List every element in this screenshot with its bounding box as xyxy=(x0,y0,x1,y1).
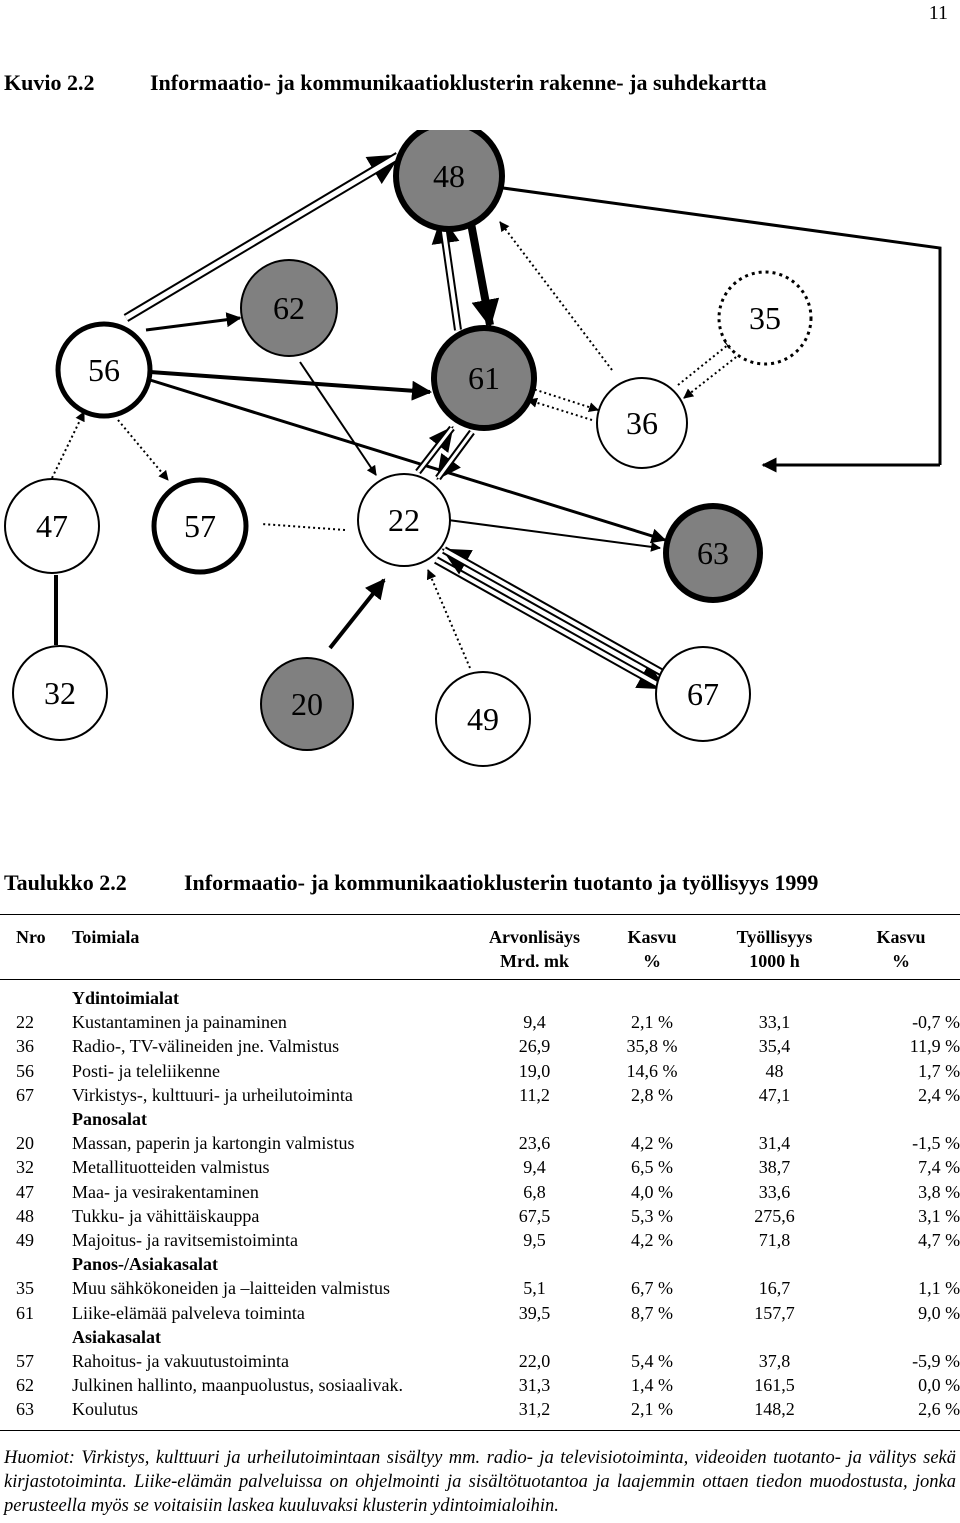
cell-arvonlisays: 26,9 xyxy=(518,1036,551,1057)
node-47 xyxy=(5,479,99,573)
node-61 xyxy=(434,328,534,428)
cell-nro: 49 xyxy=(16,1230,34,1251)
cell-nro: 22 xyxy=(16,1012,34,1033)
edge-56-61 xyxy=(150,372,430,392)
edge-20-22 xyxy=(330,580,384,648)
svg-text:56: 56 xyxy=(88,352,120,388)
svg-text:20: 20 xyxy=(291,686,323,722)
cell-nro: 67 xyxy=(16,1084,34,1105)
edge-22-61 xyxy=(418,428,472,478)
table-row xyxy=(0,1204,960,1228)
cell-name: Julkinen hallinto, maanpuolustus, sosiaalivak. xyxy=(72,1375,403,1396)
cell-tyollisyys: 275,6 xyxy=(754,1205,795,1226)
node-56 xyxy=(58,324,150,416)
cell-kasvu2: 11,9 % xyxy=(909,1036,960,1057)
cell-kasvu2: -5,9 % xyxy=(912,1351,960,1372)
table-body xyxy=(0,986,960,1422)
cell-tyollisyys: 31,4 xyxy=(758,1133,791,1154)
cell-kasvu2: 3,8 % xyxy=(918,1181,960,1202)
cell-kasvu2: 1,7 % xyxy=(918,1060,960,1081)
cell-tyollisyys: 16,7 xyxy=(758,1278,791,1299)
table-notes: Huomiot: Virkistys, kulttuuri ja urheilutoimintaan sisältyy mm. radio- ja televisiotoiminta, videoiden tuotanto- ja välitys sekä kirjastotoiminta. Liike-elämän palveluissa on ohjelmointi ja sisältötuotantoa ja laajemmin ottaen tiedon muodostusta, jonka perusteella myös se voitaisiin laskea kuuluvaksi klusterin ydintoimialoihin. xyxy=(4,1448,956,1516)
cell-arvonlisays: 5,1 xyxy=(523,1278,546,1299)
figure-label: Kuvio 2.2 xyxy=(4,70,95,95)
node-20 xyxy=(261,658,353,750)
cell-nro: 20 xyxy=(16,1133,34,1154)
table-row xyxy=(0,1349,960,1373)
cell-name: Posti- ja teleliikenne xyxy=(72,1060,220,1081)
table-header-rule xyxy=(0,979,960,980)
cell-tyollisyys: 33,1 xyxy=(758,1012,791,1033)
table-row xyxy=(0,1301,960,1325)
col-arvonlisays: Arvonlisäys xyxy=(488,927,580,947)
table-row xyxy=(0,1180,960,1204)
cell-arvonlisays: 19,0 xyxy=(518,1060,551,1081)
cell-tyollisyys: 35,4 xyxy=(758,1036,791,1057)
node-22 xyxy=(358,474,450,566)
cell-nro: 47 xyxy=(16,1181,34,1202)
col-kasvu1-unit: % xyxy=(643,951,661,971)
edge-56-57 xyxy=(118,420,168,480)
table-caption xyxy=(4,870,818,896)
table-row xyxy=(0,1228,960,1252)
edge-36-35 xyxy=(678,340,734,385)
table-label: Taulukko 2.2 xyxy=(4,870,127,895)
section-row xyxy=(0,1107,960,1131)
svg-text:67: 67 xyxy=(687,676,719,712)
cell-tyollisyys: 47,1 xyxy=(758,1084,791,1105)
nodes xyxy=(5,130,811,766)
node-62 xyxy=(241,260,337,356)
cell-kasvu1: 4,2 % xyxy=(631,1230,673,1251)
edge-56-62 xyxy=(146,318,240,330)
table-row xyxy=(0,1373,960,1397)
col-kasvu2-unit: % xyxy=(892,951,910,971)
table-row xyxy=(0,1276,960,1300)
section-row xyxy=(0,1252,960,1276)
col-kasvu1: Kasvu xyxy=(627,927,677,947)
col-kasvu2: Kasvu xyxy=(876,927,926,947)
cell-name: Radio-, TV-välineiden jne. Valmistus xyxy=(72,1036,340,1057)
cell-name: Metallituotteiden valmistus xyxy=(72,1157,270,1178)
cell-kasvu2: 2,6 % xyxy=(918,1399,960,1420)
svg-text:61: 61 xyxy=(468,360,500,396)
svg-text:63: 63 xyxy=(697,535,729,571)
svg-text:36: 36 xyxy=(626,405,658,441)
cell-name: Tukku- ja vähittäiskauppa xyxy=(72,1205,260,1226)
node-35 xyxy=(719,272,811,364)
cell-name: Maa- ja vesirakentaminen xyxy=(72,1181,259,1202)
cell-tyollisyys: 48 xyxy=(765,1060,784,1081)
cell-name: Massan, paperin ja kartongin valmistus xyxy=(72,1133,355,1154)
cell-arvonlisays: 9,4 xyxy=(523,1157,546,1178)
cell-arvonlisays: 31,2 xyxy=(518,1399,551,1420)
section-row xyxy=(0,986,960,1010)
node-48 xyxy=(396,130,502,229)
header-row-2 xyxy=(0,949,960,973)
cell-kasvu1: 1,4 % xyxy=(631,1375,673,1396)
section-title: Asiakasalat xyxy=(72,1326,162,1347)
cell-tyollisyys: 71,8 xyxy=(758,1230,791,1251)
cell-kasvu2: 0,0 % xyxy=(918,1375,960,1396)
col-nro: Nro xyxy=(16,927,46,947)
cell-kasvu2: -0,7 % xyxy=(912,1012,960,1033)
edge-61-48 xyxy=(442,218,458,330)
cell-arvonlisays: 23,6 xyxy=(518,1133,551,1154)
cell-nro: 32 xyxy=(16,1157,34,1178)
edge-48-61 xyxy=(470,218,490,325)
table-row xyxy=(0,1131,960,1155)
cell-arvonlisays: 9,5 xyxy=(523,1230,546,1251)
cell-kasvu2: 1,1 % xyxy=(918,1278,960,1299)
cell-kasvu1: 6,7 % xyxy=(631,1278,673,1299)
edge-22-62 xyxy=(300,362,376,475)
cell-nro: 57 xyxy=(16,1351,34,1372)
section-title: Panos-/Asiakasalat xyxy=(72,1254,219,1275)
svg-text:47: 47 xyxy=(36,508,68,544)
cell-tyollisyys: 33,6 xyxy=(758,1181,791,1202)
cell-name: Kustantaminen ja painaminen xyxy=(72,1012,287,1033)
table-title: Informaatio- ja kommunikaatioklusterin tuotanto ja työllisyys 1999 xyxy=(184,870,819,895)
section-row xyxy=(0,1325,960,1349)
node-67 xyxy=(656,647,750,741)
cell-kasvu2: 3,1 % xyxy=(918,1205,960,1226)
cell-kasvu2: 4,7 % xyxy=(918,1230,960,1251)
cell-kasvu2: 2,4 % xyxy=(918,1084,960,1105)
cell-kasvu1: 14,6 % xyxy=(626,1060,678,1081)
cell-kasvu1: 2,1 % xyxy=(631,1012,673,1033)
figure-caption xyxy=(4,70,767,96)
svg-text:62: 62 xyxy=(273,290,305,326)
cell-arvonlisays: 6,8 xyxy=(523,1181,546,1202)
cluster-diagram xyxy=(0,130,960,770)
cell-tyollisyys: 148,2 xyxy=(754,1399,795,1420)
cell-nro: 62 xyxy=(16,1375,34,1396)
table-row xyxy=(0,1034,960,1058)
cell-tyollisyys: 38,7 xyxy=(758,1157,791,1178)
figure-title: Informaatio- ja kommunikaatioklusterin rakenne- ja suhdekartta xyxy=(150,70,767,95)
data-table xyxy=(0,914,960,1431)
cell-kasvu1: 2,1 % xyxy=(631,1399,673,1420)
cell-arvonlisays: 11,2 xyxy=(519,1084,550,1105)
node-32 xyxy=(13,646,107,740)
cell-kasvu1: 2,8 % xyxy=(631,1084,673,1105)
table xyxy=(0,915,960,973)
cell-name: Virkistys-, kulttuuri- ja urheilutoiminta xyxy=(72,1084,353,1105)
cell-arvonlisays: 9,4 xyxy=(523,1012,546,1033)
cell-tyollisyys: 161,5 xyxy=(754,1375,795,1396)
cell-kasvu1: 5,4 % xyxy=(631,1351,673,1372)
node-63 xyxy=(666,506,760,600)
col-tyollisyys-unit: 1000 h xyxy=(749,951,800,971)
cell-tyollisyys: 157,7 xyxy=(754,1302,795,1323)
svg-text:35: 35 xyxy=(749,300,781,336)
svg-text:57: 57 xyxy=(184,508,216,544)
col-arvonlisays-unit: Mrd. mk xyxy=(500,951,569,971)
node-36 xyxy=(597,378,687,468)
cell-tyollisyys: 37,8 xyxy=(758,1351,791,1372)
table-bottom-rule xyxy=(0,1430,960,1431)
table-row xyxy=(0,1397,960,1421)
svg-text:22: 22 xyxy=(388,502,420,538)
edge-61-36 xyxy=(530,388,598,410)
cell-kasvu1: 6,5 % xyxy=(631,1157,673,1178)
cell-kasvu2: 7,4 % xyxy=(918,1157,960,1178)
cell-name: Majoitus- ja ravitsemistoiminta xyxy=(72,1230,298,1251)
cell-kasvu1: 5,3 % xyxy=(631,1205,673,1226)
node-49 xyxy=(436,672,530,766)
cell-name: Rahoitus- ja vakuutustoiminta xyxy=(72,1351,289,1372)
section-title: Panosalat xyxy=(72,1109,148,1130)
cell-name: Muu sähkökoneiden ja –laitteiden valmistus xyxy=(72,1278,390,1299)
col-tyollisyys: Työllisyys xyxy=(736,927,813,947)
cell-kasvu1: 4,0 % xyxy=(631,1181,673,1202)
edge-22-67 xyxy=(436,550,668,688)
table-row xyxy=(0,1083,960,1107)
table-row xyxy=(0,1059,960,1083)
cell-arvonlisays: 31,3 xyxy=(518,1375,551,1396)
col-toimiala: Toimiala xyxy=(72,927,140,947)
table-row xyxy=(0,1155,960,1179)
cell-nro: 48 xyxy=(16,1205,34,1226)
cell-arvonlisays: 22,0 xyxy=(518,1351,551,1372)
svg-text:32: 32 xyxy=(44,675,76,711)
cell-nro: 35 xyxy=(16,1278,34,1299)
header-row-1 xyxy=(0,915,960,949)
edge-22-57 xyxy=(262,524,345,530)
cell-arvonlisays: 67,5 xyxy=(518,1205,551,1226)
table-row xyxy=(0,1010,960,1034)
cell-arvonlisays: 39,5 xyxy=(518,1302,551,1323)
svg-text:48: 48 xyxy=(433,158,465,194)
cell-nro: 56 xyxy=(16,1060,34,1081)
cell-nro: 61 xyxy=(16,1302,34,1323)
edge-47-56 xyxy=(52,412,84,478)
node-57 xyxy=(154,480,246,572)
cell-kasvu1: 4,2 % xyxy=(631,1133,673,1154)
cell-kasvu1: 35,8 % xyxy=(626,1036,678,1057)
cell-name: Koulutus xyxy=(72,1399,139,1420)
cell-nro: 36 xyxy=(16,1036,34,1057)
page-number: 11 xyxy=(928,2,948,24)
edge-22-63 xyxy=(448,520,660,548)
cell-nro: 63 xyxy=(16,1399,34,1420)
cell-kasvu2: 9,0 % xyxy=(918,1302,960,1323)
section-title: Ydintoimialat xyxy=(72,988,180,1008)
svg-text:49: 49 xyxy=(467,701,499,737)
cell-name: Liike-elämää palveleva toiminta xyxy=(72,1302,305,1323)
cell-kasvu1: 8,7 % xyxy=(631,1302,673,1323)
edge-49-22 xyxy=(428,570,470,668)
cell-kasvu2: -1,5 % xyxy=(912,1133,960,1154)
